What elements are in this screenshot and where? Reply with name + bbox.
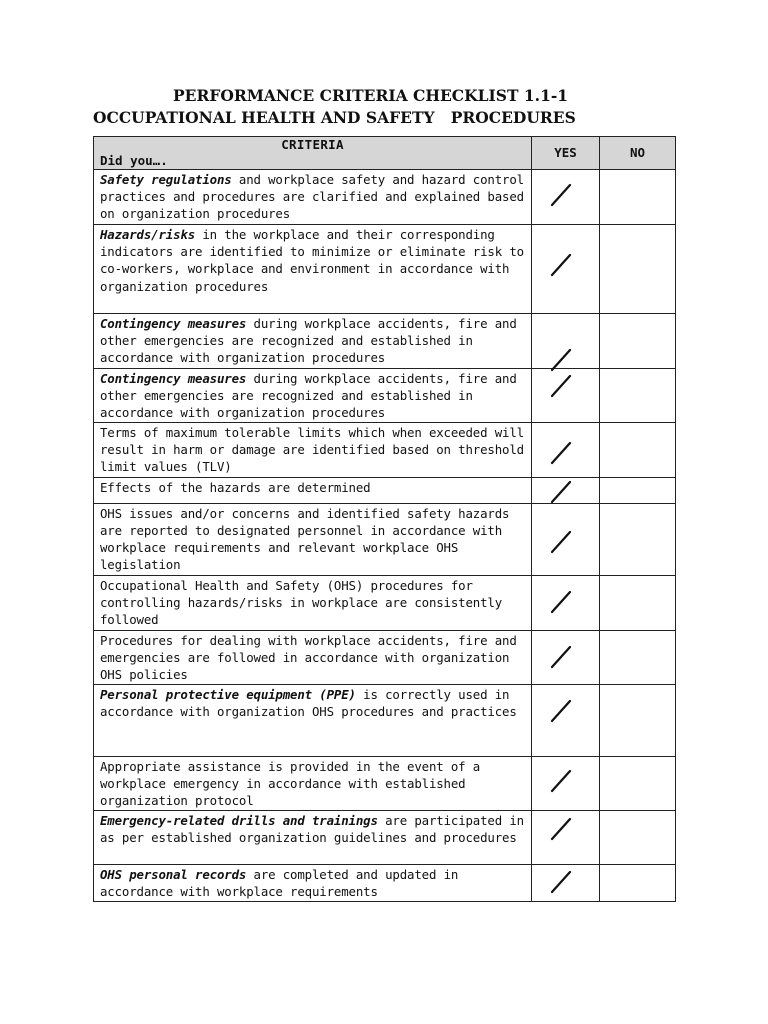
no-cell[interactable] xyxy=(600,477,676,503)
checklist-row xyxy=(94,477,676,503)
yes-cell[interactable] xyxy=(532,503,600,575)
yes-cell[interactable] xyxy=(532,225,600,314)
criteria-lead-term: OHS personal records xyxy=(100,866,247,882)
yes-cell[interactable] xyxy=(532,630,600,684)
no-cell[interactable] xyxy=(600,314,676,369)
criteria-lead-term: Hazards/risks xyxy=(100,227,196,242)
no-cell[interactable] xyxy=(600,503,676,575)
yes-cell[interactable] xyxy=(532,477,600,503)
check-mark-icon xyxy=(550,441,572,465)
no-cell[interactable] xyxy=(600,369,676,423)
criteria-text: Occupational Health and Safety (OHS) procedures for controlling hazards/risks in workplace are consistently followed xyxy=(100,577,503,628)
check-mark-icon xyxy=(550,480,572,504)
criteria-lead-term: Contingency measures xyxy=(100,371,247,386)
yes-cell[interactable] xyxy=(532,170,600,225)
no-cell[interactable] xyxy=(600,864,676,901)
criteria-lead-term: Safety regulations xyxy=(100,172,232,187)
check-mark-icon xyxy=(550,817,572,841)
criteria-text: Procedures for dealing with workplace accidents, fire and emergencies are followed in accordance with organization OHS policies xyxy=(100,632,517,683)
checklist-subtitle: OCCUPATIONAL HEALTH AND SAFETY PROCEDURES xyxy=(93,108,576,127)
criteria-checklist-table xyxy=(93,136,676,902)
checklist-row xyxy=(94,630,676,684)
check-mark-icon xyxy=(550,530,572,554)
no-cell[interactable] xyxy=(600,756,676,810)
yes-cell[interactable] xyxy=(532,756,600,810)
yes-cell[interactable] xyxy=(532,684,600,756)
yes-header-cell: YES xyxy=(532,137,600,170)
checklist-row xyxy=(94,684,676,756)
criteria-text: OHS issues and/or concerns and identified safety hazards are reported to designated personnel in accordance with workplace requirements and relevant workplace OHS legislation xyxy=(100,505,510,573)
criteria-lead-term: Contingency measures xyxy=(100,316,247,331)
checklist-row xyxy=(94,575,676,630)
no-cell[interactable] xyxy=(600,225,676,314)
criteria-cell xyxy=(94,314,532,369)
no-cell[interactable] xyxy=(600,170,676,225)
checklist-row xyxy=(94,503,676,575)
check-mark-icon xyxy=(550,183,572,207)
no-cell[interactable] xyxy=(600,684,676,756)
checklist-row xyxy=(94,314,676,369)
criteria-cell xyxy=(94,225,532,314)
criteria-text: in the workplace and their corresponding indicators are identified to minimize or eliminate risk to co-workers, workplace and environment in accordance with organization procedures xyxy=(100,227,524,294)
criteria-text: during workplace accidents, fire and other emergencies are recognized and established in accordance with organization procedures xyxy=(100,371,517,421)
yes-cell[interactable] xyxy=(532,314,600,369)
checklist-row xyxy=(94,170,676,225)
check-mark-icon xyxy=(550,699,572,723)
criteria-cell xyxy=(94,477,532,503)
did-you-label: Did you…. xyxy=(100,153,168,168)
criteria-cell xyxy=(94,864,532,901)
criteria-lead-term: Emergency-related drills and trainings xyxy=(100,812,378,828)
checklist-row xyxy=(94,864,676,901)
criteria-text: Effects of the hazards are determined xyxy=(100,479,371,495)
criteria-cell xyxy=(94,369,532,423)
checklist-row xyxy=(94,422,676,477)
yes-cell[interactable] xyxy=(532,575,600,630)
criteria-text: are completed and updated in accordance with workplace requirements xyxy=(100,866,459,899)
table-header-row xyxy=(94,137,676,170)
no-cell[interactable] xyxy=(600,810,676,864)
criteria-cell xyxy=(94,630,532,684)
checklist-row xyxy=(94,369,676,423)
yes-cell[interactable] xyxy=(532,369,600,423)
checklist-title: PERFORMANCE CRITERIA CHECKLIST 1.1-1 xyxy=(173,86,569,105)
criteria-text: Terms of maximum tolerable limits which when exceeded will result in harm or damage are identified based on threshold limit values (TLV) xyxy=(100,424,524,475)
checklist-row xyxy=(94,756,676,810)
check-mark-icon xyxy=(550,374,572,398)
criteria-text: are participated in as per established organization guidelines and procedures xyxy=(100,812,524,845)
criteria-lead-term: Personal protective equipment (PPE) xyxy=(100,686,356,702)
check-mark-icon xyxy=(550,253,572,277)
no-cell[interactable] xyxy=(600,422,676,477)
criteria-header-label: CRITERIA xyxy=(281,137,344,152)
checklist-row xyxy=(94,225,676,314)
criteria-text: Appropriate assistance is provided in the event of a workplace emergency in accordance with established organization protocol xyxy=(100,758,481,809)
check-mark-icon xyxy=(550,870,572,894)
criteria-cell xyxy=(94,810,532,864)
no-cell[interactable] xyxy=(600,630,676,684)
check-mark-icon xyxy=(550,590,572,614)
criteria-header-cell xyxy=(94,137,532,170)
check-mark-icon xyxy=(550,769,572,793)
criteria-text: and workplace safety and hazard control practices and procedures are clarified and explained based on organization procedures xyxy=(100,172,524,222)
no-header-cell: NO xyxy=(600,137,676,170)
yes-cell[interactable] xyxy=(532,864,600,901)
criteria-cell xyxy=(94,575,532,630)
criteria-cell xyxy=(94,684,532,756)
criteria-cell xyxy=(94,422,532,477)
check-mark-icon xyxy=(550,645,572,669)
yes-cell[interactable] xyxy=(532,422,600,477)
criteria-cell xyxy=(94,503,532,575)
yes-cell[interactable] xyxy=(532,810,600,864)
checklist-row xyxy=(94,810,676,864)
criteria-cell xyxy=(94,170,532,225)
criteria-text: during workplace accidents, fire and other emergencies are recognized and established in accordance with organization procedures xyxy=(100,316,517,366)
no-cell[interactable] xyxy=(600,575,676,630)
criteria-text: is correctly used in accordance with organization OHS procedures and practices xyxy=(100,686,517,719)
criteria-cell xyxy=(94,756,532,810)
